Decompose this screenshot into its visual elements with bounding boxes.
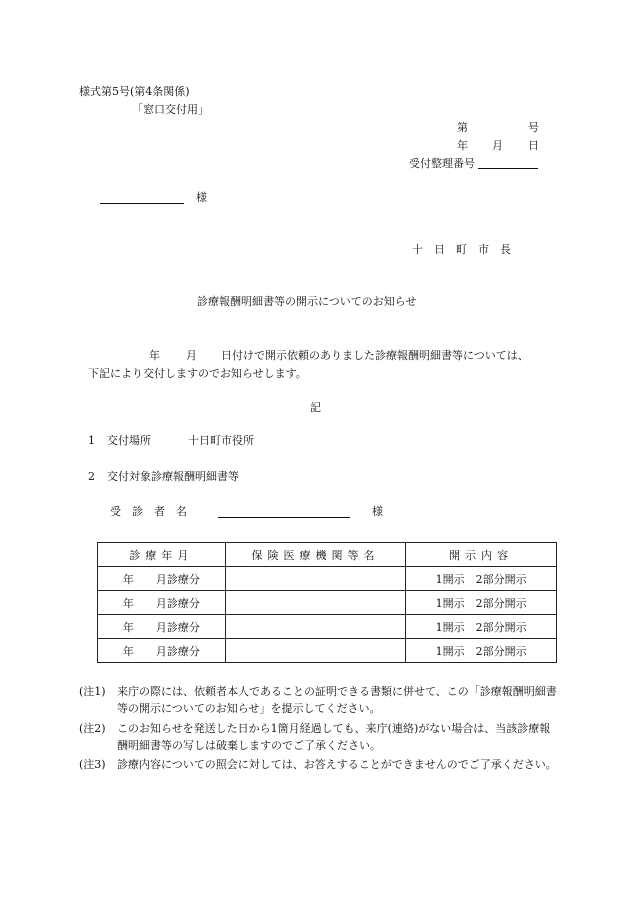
reception-number-label: 受付整理番号: [409, 157, 475, 170]
item-1-value: 十日町市役所: [188, 434, 254, 447]
note-1: [79, 683, 557, 717]
note-2-text: このお知らせを発送した日から1箇月経過しても、来庁(連絡)がない場合は、当該診療報酬明細書等の写しは破棄しますのでご了承ください。: [117, 722, 551, 752]
note-1-label: (注1): [79, 685, 106, 698]
institution-cell[interactable]: [225, 639, 406, 663]
column-header-institution: 保険医療機関等名: [225, 543, 406, 567]
date-month-label: 月: [492, 139, 503, 152]
patient-honorific: 様: [372, 505, 383, 518]
content-cell[interactable]: 1開示 2部分開示: [406, 591, 557, 615]
addressee-name-field[interactable]: [100, 203, 184, 204]
content-cell[interactable]: 1開示 2部分開示: [406, 567, 557, 591]
institution-cell[interactable]: [225, 567, 406, 591]
table-header-row: [98, 543, 557, 567]
reception-number-field[interactable]: [478, 168, 538, 169]
period-cell[interactable]: 年 月診療分: [98, 567, 226, 591]
document-title: 診療報酬明細書等の開示についてのお知らせ: [197, 295, 417, 308]
note-2-label: (注2): [79, 722, 106, 735]
column-header-content: 開示内容: [406, 543, 557, 567]
ki-heading: 記: [310, 401, 321, 414]
table-row: [98, 615, 557, 639]
date-year-label: 年: [457, 139, 468, 152]
item-1-number: 1: [88, 434, 95, 447]
number-suffix: 号: [528, 121, 539, 134]
institution-cell[interactable]: [225, 591, 406, 615]
note-3: [79, 756, 557, 773]
form-number: 様式第5号(第4条関係): [79, 85, 190, 98]
date-day-label: 日: [528, 139, 539, 152]
item-2-label: 交付対象診療報酬明細書等: [107, 470, 239, 483]
body-month-label: 月: [186, 349, 197, 362]
content-cell[interactable]: 1開示 2部分開示: [406, 639, 557, 663]
addressee-honorific: 様: [196, 191, 207, 204]
usage-label: 「窓口交付用」: [132, 103, 209, 116]
institution-cell[interactable]: [225, 615, 406, 639]
period-cell[interactable]: 年 月診療分: [98, 639, 226, 663]
table-row: [98, 567, 557, 591]
note-3-label: (注3): [79, 758, 106, 771]
table-row: [98, 591, 557, 615]
period-cell[interactable]: 年 月診療分: [98, 615, 226, 639]
item-1-label: 交付場所: [107, 434, 151, 447]
note-3-text: 診療内容についての照会に対しては、お答えすることができませんのでご了承ください。: [117, 758, 557, 771]
note-1-text: 来庁の際には、依頼者本人であることの証明できる書類に併せて、この「診療報酬明細書等の開示についてのお知らせ」を提示してください。: [117, 685, 557, 715]
body-line-2: 下記により交付しますのでお知らせします。: [88, 367, 307, 380]
body-line-1: 日付けで開示依頼のありました診療報酬明細書等については、: [221, 349, 529, 362]
body-year-label: 年: [149, 349, 160, 362]
item-2-number: 2: [88, 470, 95, 483]
sender-title: 十 日 町 市 長: [412, 243, 511, 256]
note-2: [79, 720, 557, 754]
patient-name-label: 受 診 者 名: [110, 505, 187, 518]
column-header-period: 診療年月: [98, 543, 226, 567]
records-table: [97, 542, 557, 663]
patient-name-field[interactable]: [218, 517, 350, 518]
period-cell[interactable]: 年 月診療分: [98, 591, 226, 615]
content-cell[interactable]: 1開示 2部分開示: [406, 615, 557, 639]
table-row: [98, 639, 557, 663]
number-prefix: 第: [457, 121, 468, 134]
